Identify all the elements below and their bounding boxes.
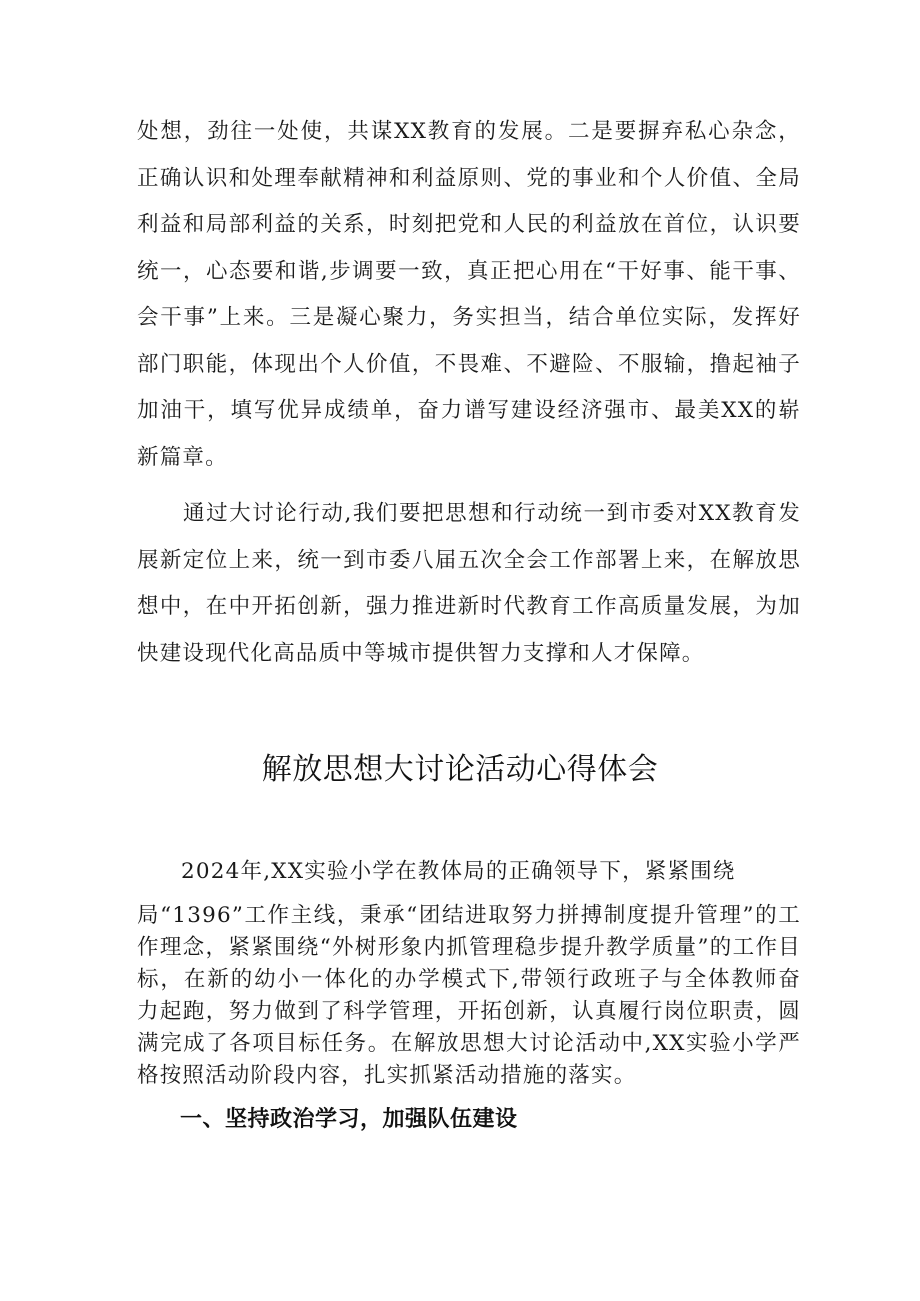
body-paragraph-3: 局“1396”工作主线，秉承“团结进取努力拼搏制度提升管理”的工作理念，紧紧围绕“外树形象内抓管理稳步提升教学质量”的工作目标，在新的幼小一体化的办学模式下,带领行政班子与全体教师奋力起跑，努力做到了科学管理，开拓创新，认真履行岗位职责，圆满完成了各项目标任务。在解放思想大讨论活动中,XX实验小学严格按照活动阶段内容，扎实抓紧活动措施的落实。 [137, 903, 801, 1088]
body-paragraph-3-first-line: 2024年,XX实验小学在教体局的正确领导下，紧紧围绕 [181, 859, 736, 884]
section-heading-1: 一、坚持政治学习，加强队伍建设 [180, 1107, 518, 1132]
body-paragraph-2: 通过大讨论行动,我们要把思想和行动统一到市委对XX教育发展新定位上来，统一到市委八届五次全会工作部署上来，在解放思想中，在中开拓创新，强力推进新时代教育工作高质量发展，为加快建设现代化高品质中等城市提供智力支撑和人才保障。 [137, 501, 801, 666]
body-paragraph-1: 处想，劲往一处使，共谋XX教育的发展。二是要摒弃私心杂念，正确认识和处理奉献精神和利益原则、党的事业和个人价值、全局利益和局部利益的关系，时刻把党和人民的利益放在首位，认识要统一，心态要和谐,步调要一致，真正把心用在“干好事、能干事、会干事”上来。三是凝心聚力，务实担当，结合单位实际，发挥好部门职能，体现出个人价值，不畏难、不避险、不服输，撸起袖子加油干，填写优异成绩单，奋力谱写建设经济强市、最美XX的崭新篇章。 [137, 119, 801, 470]
article-title: 解放思想大讨论活动心得体会 [261, 752, 659, 787]
